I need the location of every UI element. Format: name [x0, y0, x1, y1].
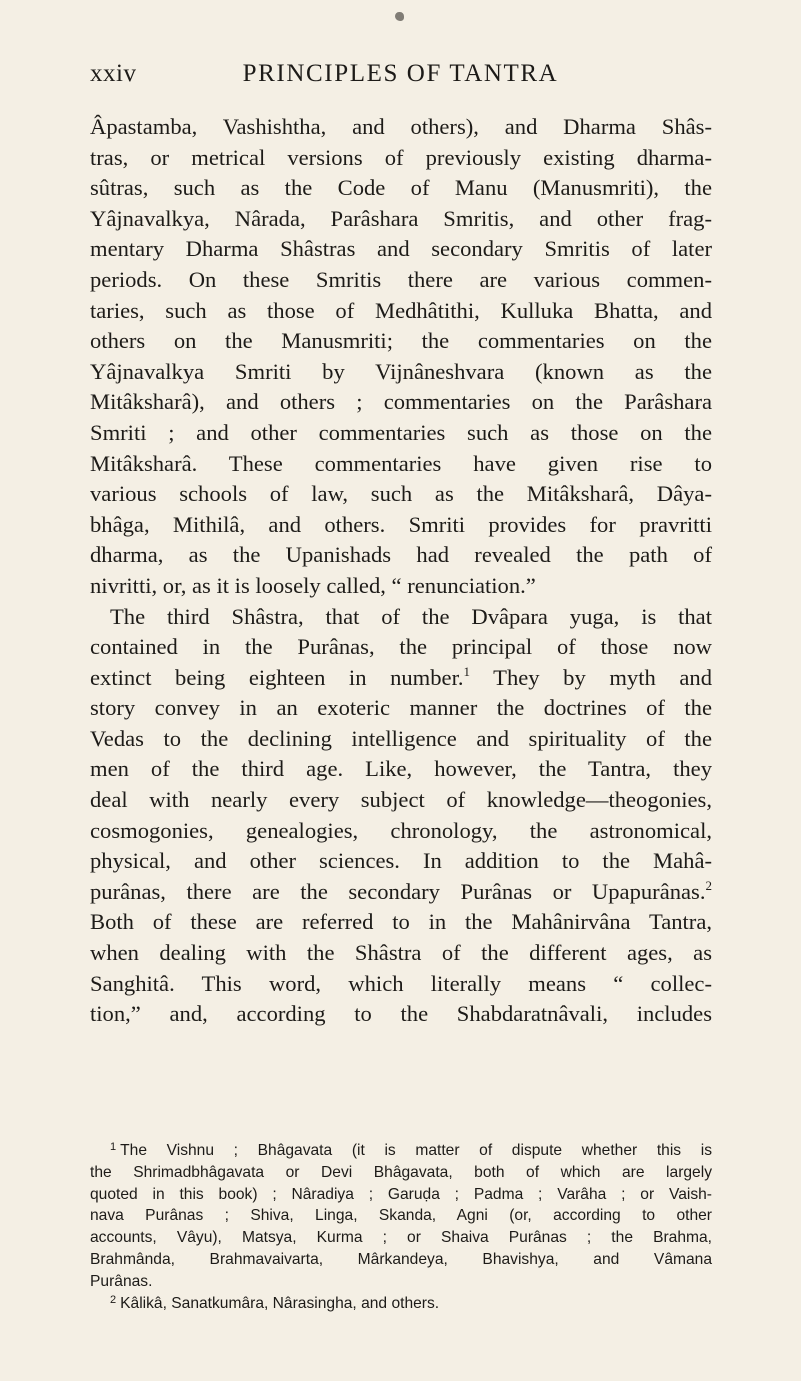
text-line: periods. On these Smritis there are various commen- — [90, 266, 712, 292]
text-line: tras, or metrical versions of previously existing dharma- — [90, 144, 712, 170]
text-line: contained in the Purânas, the principal of those now — [90, 634, 712, 660]
text-line: The third Shâstra, that of the Dvâpara yuga, is that — [110, 603, 712, 629]
text-line — [90, 663, 712, 694]
text-line: taries, such as those of Medhâtithi, Kulluka Bhatta, and — [90, 297, 712, 323]
body-text — [90, 112, 712, 1030]
text-segment: purânas, there are the secondary Purânas or Upapurânas. — [90, 878, 706, 904]
text-line: nivritti, or, as it is loosely called, “ renunciation.” — [90, 572, 536, 598]
footnote-text: The Vishnu ; Bhâgavata (it is matter of dispute whether this is — [120, 1142, 712, 1159]
text-line: when dealing with the Shâstra of the different ages, as — [90, 940, 712, 966]
footnote-ref-1[interactable]: 1 — [463, 663, 471, 679]
text-segment: extinct being eighteen in number. — [90, 664, 464, 690]
running-head — [90, 60, 711, 96]
text-line — [90, 877, 712, 908]
ink-spot-mark — [395, 12, 404, 21]
footnote-number-1: 1 — [110, 1141, 117, 1153]
footnote-ref-2[interactable]: 2 — [705, 877, 712, 893]
page-number: xxiv — [90, 60, 137, 87]
text-line: mentary Dharma Shâstras and secondary Smritis of later — [90, 236, 712, 262]
text-line: dharma, as the Upanishads had revealed the path of — [90, 542, 712, 568]
text-line: deal with nearly every subject of knowledge—theogonies, — [90, 787, 712, 813]
footnote-line: Purânas. — [90, 1272, 153, 1290]
text-line: Smriti ; and other commentaries such as those on the — [90, 419, 712, 445]
footnote-line: nava Purânas ; Shiva, Linga, Skanda, Agni (or, according to other — [90, 1207, 712, 1225]
text-line: bhâga, Mithilâ, and others. Smriti provides for pravritti — [90, 511, 712, 537]
text-segment: They by myth and — [470, 664, 712, 690]
footnote-number-2: 2 — [110, 1293, 117, 1306]
text-line: physical, and other sciences. In addition to the Mahâ- — [90, 848, 712, 874]
footnote-line: Brahmânda, Brahmavaivarta, Mârkandeya, Bhavishya, and Vâmana — [90, 1250, 712, 1268]
footnote-text: Kâlikâ, Sanatkumâra, Nârasingha, and others. — [120, 1294, 440, 1312]
text-line: cosmogonies, genealogies, chronology, the astronomical, — [90, 817, 712, 843]
text-line: various schools of law, such as the Mitâksharâ, Dâya- — [90, 481, 712, 507]
text-line: Sanghitâ. This word, which literally means “ collec- — [90, 970, 712, 996]
footnotes — [90, 1140, 712, 1314]
footnote-line: quoted in this book) ; Nâradiya ; Garuḍa ; Padma ; Varâha ; or Vaish- — [90, 1185, 712, 1203]
footnote-line — [90, 1140, 712, 1162]
text-line: story convey in an exoteric manner the doctrines of the — [90, 695, 712, 721]
text-line: Mitâksharâ), and others ; commentaries on the Parâshara — [90, 389, 712, 415]
text-line: tion,” and, according to the Shabdaratnâvali, includes — [90, 1001, 712, 1027]
text-line: Âpastamba, Vashishtha, and others), and Dharma Shâs- — [90, 114, 712, 139]
text-line: Yâjnavalkya, Nârada, Parâshara Smritis, and other frag- — [90, 205, 712, 231]
text-line: men of the third age. Like, however, the Tantra, they — [90, 756, 712, 782]
running-title: PRINCIPLES OF TANTRA — [242, 60, 559, 87]
footnote-line: accounts, Vâyu), Matsya, Kurma ; or Shaiva Purânas ; the Brahma, — [90, 1229, 712, 1247]
text-line: Vedas to the declining intelligence and spirituality of the — [90, 725, 712, 751]
footnote-line — [90, 1293, 712, 1315]
text-line: Both of these are referred to in the Mahânirvâna Tantra, — [90, 909, 712, 935]
text-line: Mitâksharâ. These commentaries have given rise to — [90, 450, 712, 476]
text-line: others on the Manusmriti; the commentaries on the — [90, 328, 712, 354]
text-line: Yâjnavalkya Smriti by Vijnâneshvara (known as the — [90, 358, 712, 384]
footnote-line: the Shrimadbhâgavata or Devi Bhâgavata, both of which are largely — [90, 1163, 712, 1181]
text-line: sûtras, such as the Code of Manu (Manusmriti), the — [90, 175, 712, 201]
